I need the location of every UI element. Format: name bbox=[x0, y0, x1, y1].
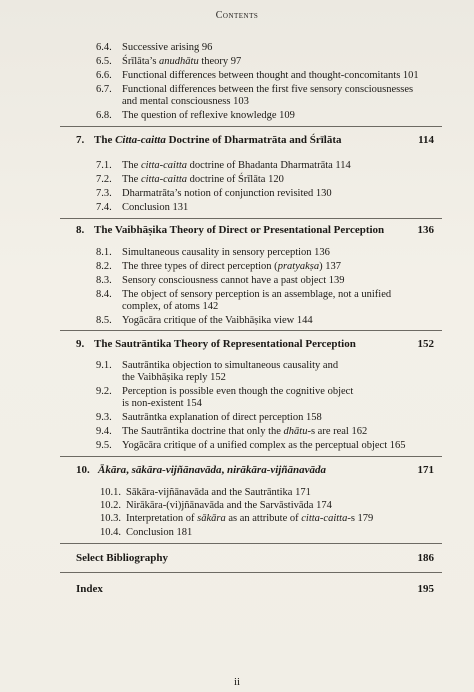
entry-number: 8.3. bbox=[96, 275, 112, 286]
entry-number: 8.2. bbox=[96, 261, 112, 272]
entry-number: 7.4. bbox=[96, 202, 112, 213]
entry-number: 6.7. bbox=[96, 84, 112, 95]
chapter-title: Ākāra, sākāra-vijñānavāda, nirākāra-vijñānavāda bbox=[98, 464, 326, 476]
entry-text: Functional differences between thought and thought-concomitants 101 bbox=[122, 70, 419, 81]
entry-text: the Vaibhāṣika reply 152 bbox=[122, 372, 226, 383]
entry-text: Conclusion 131 bbox=[122, 202, 189, 213]
chapter-number: 9. bbox=[76, 338, 85, 350]
section-divider bbox=[60, 572, 442, 573]
entry-number: 9.2. bbox=[96, 386, 112, 397]
entry-number: 9.3. bbox=[96, 412, 112, 423]
chapter-number: 8. bbox=[76, 224, 85, 236]
backmatter-title: Select Bibliography bbox=[76, 552, 168, 564]
entry-text: and mental consciousness 103 bbox=[122, 96, 249, 107]
entry-text: The Sautrāntika doctrine that only the dhātu-s are real 162 bbox=[122, 426, 368, 437]
entry-text: Conclusion 181 bbox=[126, 527, 193, 538]
entry-text: Functional differences between the first five sensory consciousnesses bbox=[122, 84, 414, 95]
entry-number: 10.1. bbox=[100, 487, 121, 498]
section-divider bbox=[60, 126, 442, 127]
entry-number: 10.4. bbox=[100, 527, 121, 538]
entry-text: complex, of atoms 142 bbox=[122, 301, 219, 312]
entry-text: The citta-caitta doctrine of Bhadanta Dharmatrāta 114 bbox=[122, 160, 351, 171]
entry-number: 8.1. bbox=[96, 247, 112, 258]
chapter-number: 7. bbox=[76, 134, 85, 146]
entry-number: 8.5. bbox=[96, 315, 112, 326]
chapter-page: 171 bbox=[417, 464, 434, 476]
chapter-page: 114 bbox=[418, 134, 434, 146]
entry-text: Sākāra-vijñānavāda and the Sautrāntika 171 bbox=[126, 487, 311, 498]
backmatter-page: 195 bbox=[417, 583, 434, 595]
entry-text: Śrīlāta’s anudhātu theory 97 bbox=[122, 56, 242, 67]
entry-text: Interpretation of sākāra as an attribute of citta-caitta-s 179 bbox=[126, 513, 374, 524]
entry-number: 10.2. bbox=[100, 500, 121, 511]
entry-number: 6.6. bbox=[96, 70, 112, 81]
entry-text: The object of sensory perception is an assemblage, not a unified bbox=[122, 289, 392, 300]
entry-number: 8.4. bbox=[96, 289, 112, 300]
entry-text: The three types of direct perception (pratyakṣa) 137 bbox=[122, 261, 341, 272]
entry-text: Perception is possible even though the cognitive object bbox=[122, 386, 354, 397]
entry-number: 10.3. bbox=[100, 513, 121, 524]
entry-number: 7.1. bbox=[96, 160, 112, 171]
entry-text: Sautrāntika objection to simultaneous causality and bbox=[122, 360, 339, 371]
chapter-number: 10. bbox=[76, 464, 90, 476]
entry-number: 7.2. bbox=[96, 174, 112, 185]
entry-number: 9.4. bbox=[96, 426, 112, 437]
entry-text: Dharmatrāta’s notion of conjunction revisited 130 bbox=[122, 188, 332, 199]
section-divider bbox=[60, 543, 442, 544]
section-divider bbox=[60, 218, 442, 219]
entry-number: 6.5. bbox=[96, 56, 112, 67]
running-header: Contents bbox=[215, 10, 259, 21]
entry-number: 9.1. bbox=[96, 360, 112, 371]
entry-text: Nirākāra-(vi)jñānavāda and the Sarvāstivāda 174 bbox=[126, 500, 332, 511]
entry-text: is non-existent 154 bbox=[122, 398, 202, 409]
section-divider bbox=[60, 330, 442, 331]
entry-text: Successive arising 96 bbox=[122, 42, 213, 53]
entry-text: Sensory consciousness cannot have a past object 139 bbox=[122, 275, 345, 286]
backmatter-title: Index bbox=[76, 583, 103, 595]
entry-text: The citta-caitta doctrine of Śrīlāta 120 bbox=[122, 174, 284, 185]
entry-text: The question of reflexive knowledge 109 bbox=[122, 110, 295, 121]
chapter-page: 136 bbox=[417, 224, 434, 236]
chapter-title: The Citta-caitta Doctrine of Dharmatrāta and Śrīlāta bbox=[94, 134, 342, 146]
section-divider bbox=[60, 456, 442, 457]
entry-text: Simultaneous causality in sensory perception 136 bbox=[122, 247, 330, 258]
entry-text: Yogācāra critique of the Vaibhāṣika view 144 bbox=[122, 315, 313, 326]
entry-text: Sautrāntka explanation of direct perception 158 bbox=[122, 412, 322, 423]
entry-text: Yogācāra critique of a unified complex as the perceptual object 165 bbox=[122, 440, 406, 451]
entry-number: 6.4. bbox=[96, 42, 112, 53]
chapter-title: The Sautrāntika Theory of Representational Perception bbox=[94, 338, 356, 350]
page-number: ii bbox=[233, 676, 241, 688]
entry-number: 7.3. bbox=[96, 188, 112, 199]
entry-number: 6.8. bbox=[96, 110, 112, 121]
chapter-page: 152 bbox=[417, 338, 434, 350]
entry-number: 9.5. bbox=[96, 440, 112, 451]
chapter-title: The Vaibhāṣika Theory of Direct or Presentational Perception bbox=[94, 224, 385, 236]
backmatter-page: 186 bbox=[417, 552, 434, 564]
